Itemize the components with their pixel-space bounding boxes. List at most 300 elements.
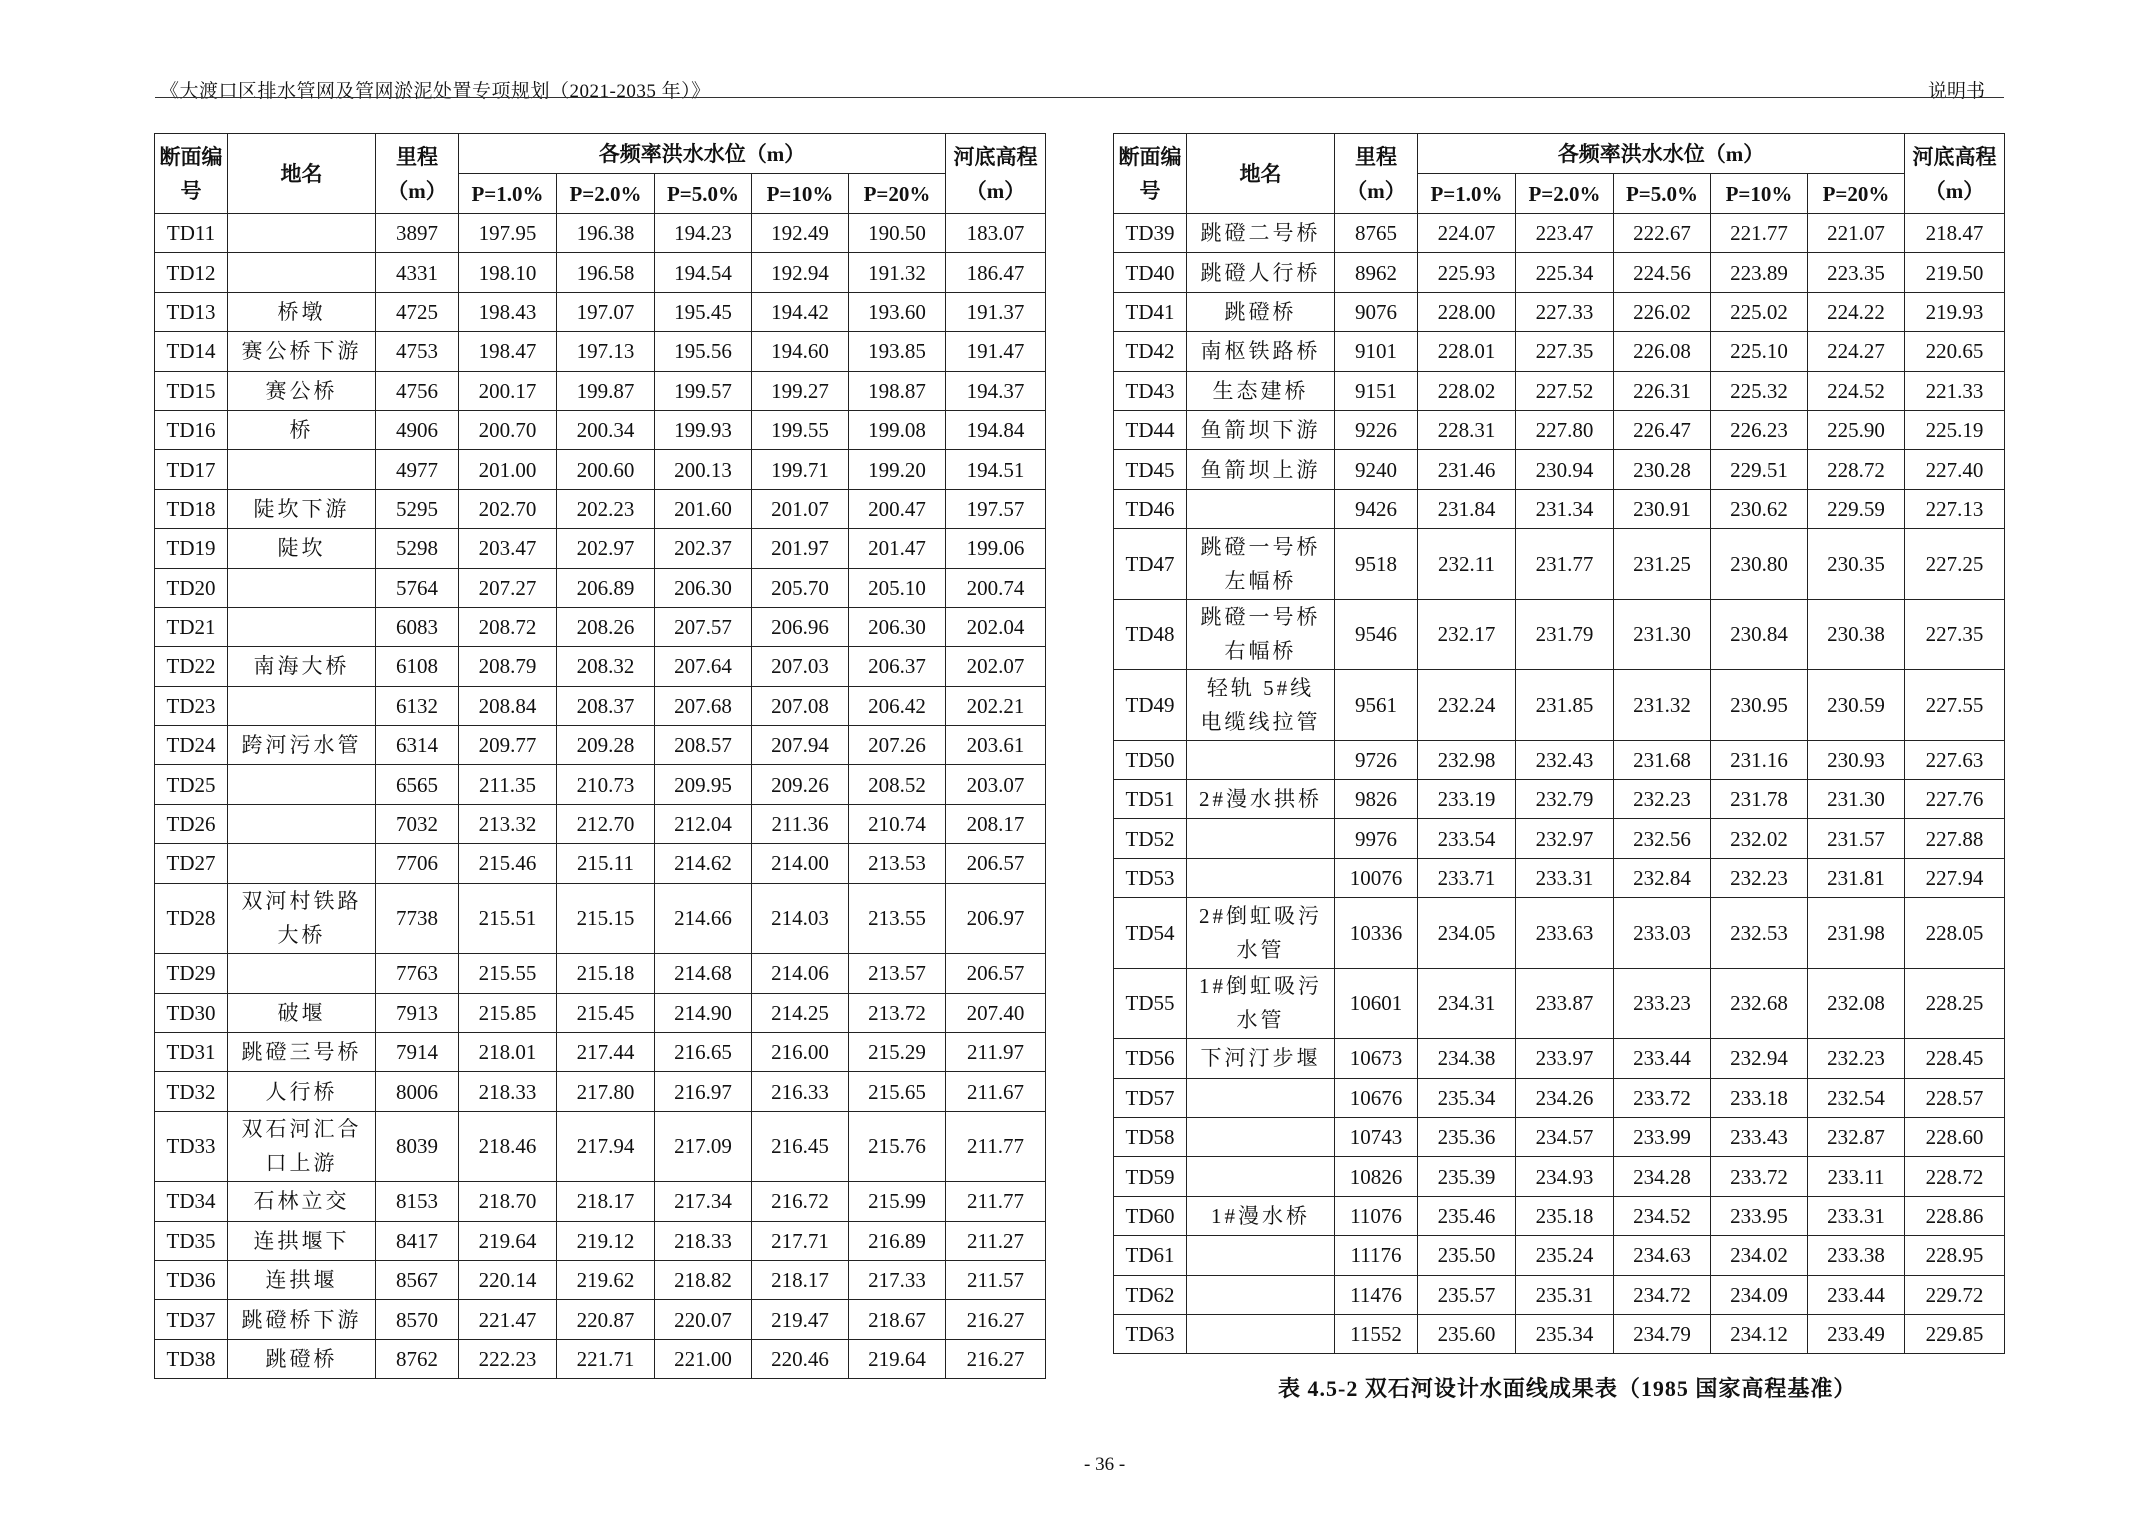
cell-level-p1: 218.70	[459, 1182, 557, 1221]
cell-river-bed: 207.40	[946, 993, 1046, 1032]
cell-section-no: TD58	[1114, 1117, 1187, 1156]
cell-mileage: 11476	[1335, 1275, 1418, 1314]
cell-level-p20: 198.87	[849, 371, 946, 410]
cell-mileage: 8567	[376, 1260, 459, 1299]
cell-river-bed: 227.40	[1905, 450, 2005, 489]
cell-level-p1: 208.84	[459, 686, 557, 725]
cell-mileage: 4906	[376, 410, 459, 449]
cell-place-name: 跳磴三号桥	[228, 1032, 376, 1071]
cell-mileage: 8765	[1335, 214, 1418, 253]
header-place: 地名	[228, 134, 376, 214]
cell-section-no: TD59	[1114, 1157, 1187, 1196]
cell-level-p20: 206.30	[849, 607, 946, 646]
table-row	[1114, 450, 2005, 489]
table-row	[155, 410, 1046, 449]
table-body-left	[155, 214, 1046, 1379]
cell-level-p20: 217.33	[849, 1260, 946, 1299]
header-mileage: 里程（m）	[376, 134, 459, 214]
cell-river-bed: 206.97	[946, 883, 1046, 954]
cell-level-p5: 234.52	[1614, 1196, 1711, 1235]
cell-section-no: TD23	[155, 686, 228, 725]
cell-river-bed: 203.61	[946, 726, 1046, 765]
header-river-bed: 河底高程（m）	[946, 134, 1046, 214]
cell-river-bed: 194.51	[946, 450, 1046, 489]
cell-level-p20: 223.35	[1808, 253, 1905, 292]
cell-section-no: TD19	[155, 529, 228, 568]
cell-river-bed: 221.33	[1905, 371, 2005, 410]
cell-place-name	[228, 450, 376, 489]
flood-level-table-right	[1113, 133, 2005, 1354]
cell-river-bed: 191.47	[946, 332, 1046, 371]
cell-place-name: 1#倒虹吸污水管	[1187, 968, 1335, 1039]
cell-mileage: 8006	[376, 1072, 459, 1111]
cell-river-bed: 228.86	[1905, 1196, 2005, 1235]
cell-mileage: 8962	[1335, 253, 1418, 292]
cell-river-bed: 211.77	[946, 1182, 1046, 1221]
cell-level-p10: 216.45	[752, 1111, 849, 1182]
cell-level-p10: 217.71	[752, 1221, 849, 1260]
cell-river-bed: 227.25	[1905, 529, 2005, 600]
header-p10: P=10%	[752, 174, 849, 214]
cell-section-no: TD37	[155, 1300, 228, 1339]
cell-level-p1: 231.46	[1418, 450, 1516, 489]
table-header	[155, 134, 1046, 214]
cell-section-no: TD18	[155, 489, 228, 528]
cell-level-p2: 233.87	[1516, 968, 1614, 1039]
cell-section-no: TD22	[155, 647, 228, 686]
cell-place-name: 人行桥	[228, 1072, 376, 1111]
cell-level-p5: 221.00	[655, 1339, 752, 1378]
cell-place-name: 跳磴桥	[228, 1339, 376, 1378]
cell-level-p10: 232.02	[1711, 819, 1808, 858]
cell-river-bed: 211.97	[946, 1032, 1046, 1071]
cell-level-p10: 201.97	[752, 529, 849, 568]
table-row	[155, 1032, 1046, 1071]
cell-level-p1: 220.14	[459, 1260, 557, 1299]
cell-section-no: TD36	[155, 1260, 228, 1299]
cell-place-name	[228, 568, 376, 607]
cell-level-p1: 232.17	[1418, 599, 1516, 670]
cell-level-p2: 200.60	[557, 450, 655, 489]
cell-mileage: 8570	[376, 1300, 459, 1339]
cell-river-bed: 228.45	[1905, 1039, 2005, 1078]
cell-level-p10: 214.25	[752, 993, 849, 1032]
table-row	[1114, 740, 2005, 779]
cell-level-p1: 235.46	[1418, 1196, 1516, 1235]
cell-mileage: 7032	[376, 804, 459, 843]
cell-level-p1: 232.11	[1418, 529, 1516, 600]
cell-section-no: TD43	[1114, 371, 1187, 410]
table-row	[155, 1182, 1046, 1221]
cell-mileage: 4725	[376, 292, 459, 331]
cell-level-p1: 211.35	[459, 765, 557, 804]
cell-level-p2: 234.57	[1516, 1117, 1614, 1156]
cell-mileage: 9726	[1335, 740, 1418, 779]
cell-level-p5: 207.57	[655, 607, 752, 646]
cell-level-p5: 217.34	[655, 1182, 752, 1221]
cell-section-no: TD12	[155, 253, 228, 292]
cell-river-bed: 211.77	[946, 1111, 1046, 1182]
cell-level-p1: 222.23	[459, 1339, 557, 1378]
cell-level-p20: 199.20	[849, 450, 946, 489]
cell-level-p20: 200.47	[849, 489, 946, 528]
cell-river-bed: 227.63	[1905, 740, 2005, 779]
header-p1: P=1.0%	[1418, 174, 1516, 214]
table-header	[1114, 134, 2005, 214]
header-river-bed: 河底高程（m）	[1905, 134, 2005, 214]
cell-mileage: 10673	[1335, 1039, 1418, 1078]
cell-section-no: TD26	[155, 804, 228, 843]
cell-level-p20: 210.74	[849, 804, 946, 843]
table-row	[1114, 858, 2005, 897]
cell-mileage: 5295	[376, 489, 459, 528]
cell-level-p20: 230.93	[1808, 740, 1905, 779]
cell-river-bed: 186.47	[946, 253, 1046, 292]
cell-level-p10: 214.00	[752, 844, 849, 883]
cell-section-no: TD52	[1114, 819, 1187, 858]
cell-level-p5: 207.68	[655, 686, 752, 725]
table-row	[155, 292, 1046, 331]
cell-river-bed: 211.67	[946, 1072, 1046, 1111]
table-row	[155, 371, 1046, 410]
cell-level-p5: 230.28	[1614, 450, 1711, 489]
cell-level-p5: 207.64	[655, 647, 752, 686]
cell-level-p20: 221.07	[1808, 214, 1905, 253]
header-p10: P=10%	[1711, 174, 1808, 214]
cell-place-name: 轻轨 5#线电缆线拉管	[1187, 670, 1335, 741]
cell-level-p5: 208.57	[655, 726, 752, 765]
cell-level-p1: 202.70	[459, 489, 557, 528]
cell-river-bed: 216.27	[946, 1339, 1046, 1378]
cell-place-name	[1187, 1078, 1335, 1117]
cell-level-p20: 206.37	[849, 647, 946, 686]
cell-river-bed: 228.72	[1905, 1157, 2005, 1196]
cell-section-no: TD14	[155, 332, 228, 371]
cell-place-name: 跳磴桥	[1187, 292, 1335, 331]
cell-place-name: 陡坎下游	[228, 489, 376, 528]
cell-place-name: 南海大桥	[228, 647, 376, 686]
cell-level-p1: 201.00	[459, 450, 557, 489]
cell-place-name	[228, 253, 376, 292]
cell-level-p10: 230.84	[1711, 599, 1808, 670]
cell-section-no: TD48	[1114, 599, 1187, 670]
cell-level-p2: 233.97	[1516, 1039, 1614, 1078]
cell-level-p20: 193.85	[849, 332, 946, 371]
cell-section-no: TD57	[1114, 1078, 1187, 1117]
cell-level-p10: 223.89	[1711, 253, 1808, 292]
cell-river-bed: 200.74	[946, 568, 1046, 607]
table-row	[155, 529, 1046, 568]
cell-level-p2: 215.18	[557, 954, 655, 993]
cell-mileage: 9426	[1335, 489, 1418, 528]
table-row	[1114, 253, 2005, 292]
cell-section-no: TD51	[1114, 780, 1187, 819]
cell-section-no: TD42	[1114, 332, 1187, 371]
table-row	[155, 1072, 1046, 1111]
cell-level-p20: 233.44	[1808, 1275, 1905, 1314]
table-row	[155, 1260, 1046, 1299]
cell-section-no: TD28	[155, 883, 228, 954]
header-section-no: 断面编号	[1114, 134, 1187, 214]
cell-level-p10: 234.09	[1711, 1275, 1808, 1314]
flood-level-table-left	[154, 133, 1046, 1379]
cell-level-p2: 215.11	[557, 844, 655, 883]
cell-level-p5: 226.47	[1614, 410, 1711, 449]
cell-level-p2: 231.85	[1516, 670, 1614, 741]
cell-level-p2: 208.37	[557, 686, 655, 725]
table-row	[155, 844, 1046, 883]
cell-place-name: 破堰	[228, 993, 376, 1032]
cell-place-name	[1187, 740, 1335, 779]
cell-place-name: 双河村铁路大桥	[228, 883, 376, 954]
cell-river-bed: 229.85	[1905, 1314, 2005, 1353]
cell-section-no: TD53	[1114, 858, 1187, 897]
cell-level-p20: 190.50	[849, 214, 946, 253]
cell-section-no: TD41	[1114, 292, 1187, 331]
cell-section-no: TD49	[1114, 670, 1187, 741]
cell-mileage: 6108	[376, 647, 459, 686]
cell-level-p2: 234.93	[1516, 1157, 1614, 1196]
header-flood-levels: 各频率洪水水位（m）	[1418, 134, 1905, 174]
cell-level-p2: 209.28	[557, 726, 655, 765]
cell-level-p1: 233.71	[1418, 858, 1516, 897]
header-mileage: 里程（m）	[1335, 134, 1418, 214]
header-p2: P=2.0%	[1516, 174, 1614, 214]
cell-level-p2: 199.87	[557, 371, 655, 410]
cell-place-name: 连拱堰	[228, 1260, 376, 1299]
table-row	[1114, 529, 2005, 600]
table-row	[155, 954, 1046, 993]
cell-place-name: 南枢铁路桥	[1187, 332, 1335, 371]
cell-place-name	[1187, 819, 1335, 858]
table-row	[1114, 292, 2005, 331]
cell-river-bed: 225.19	[1905, 410, 2005, 449]
cell-river-bed: 211.57	[946, 1260, 1046, 1299]
cell-mileage: 8762	[376, 1339, 459, 1378]
header-flood-levels: 各频率洪水水位（m）	[459, 134, 946, 174]
cell-place-name: 赛公桥下游	[228, 332, 376, 371]
cell-river-bed: 211.27	[946, 1221, 1046, 1260]
cell-level-p20: 229.59	[1808, 489, 1905, 528]
cell-level-p5: 217.09	[655, 1111, 752, 1182]
cell-place-name	[228, 844, 376, 883]
cell-level-p5: 231.30	[1614, 599, 1711, 670]
cell-level-p2: 234.26	[1516, 1078, 1614, 1117]
cell-level-p1: 197.95	[459, 214, 557, 253]
cell-section-no: TD15	[155, 371, 228, 410]
cell-level-p5: 201.60	[655, 489, 752, 528]
cell-level-p5: 231.25	[1614, 529, 1711, 600]
cell-place-name	[1187, 489, 1335, 528]
cell-level-p5: 194.54	[655, 253, 752, 292]
cell-level-p10: 226.23	[1711, 410, 1808, 449]
cell-place-name: 2#漫水拱桥	[1187, 780, 1335, 819]
cell-level-p2: 233.31	[1516, 858, 1614, 897]
cell-mileage: 10076	[1335, 858, 1418, 897]
cell-mileage: 5764	[376, 568, 459, 607]
cell-place-name: 连拱堰下	[228, 1221, 376, 1260]
cell-level-p2: 197.07	[557, 292, 655, 331]
cell-level-p1: 228.31	[1418, 410, 1516, 449]
cell-river-bed: 227.13	[1905, 489, 2005, 528]
cell-level-p1: 234.05	[1418, 898, 1516, 969]
cell-level-p20: 199.08	[849, 410, 946, 449]
cell-level-p1: 235.36	[1418, 1117, 1516, 1156]
cell-mileage: 7738	[376, 883, 459, 954]
cell-place-name: 跳磴二号桥	[1187, 214, 1335, 253]
cell-mileage: 4331	[376, 253, 459, 292]
cell-level-p20: 228.72	[1808, 450, 1905, 489]
cell-river-bed: 228.95	[1905, 1236, 2005, 1275]
cell-mileage: 9101	[1335, 332, 1418, 371]
table-row	[1114, 214, 2005, 253]
cell-river-bed: 219.50	[1905, 253, 2005, 292]
cell-level-p2: 217.94	[557, 1111, 655, 1182]
document-type-label: 说明书	[1928, 81, 1986, 102]
cell-level-p20: 201.47	[849, 529, 946, 568]
cell-level-p10: 231.16	[1711, 740, 1808, 779]
cell-level-p5: 234.28	[1614, 1157, 1711, 1196]
header-p5: P=5.0%	[1614, 174, 1711, 214]
cell-level-p20: 233.49	[1808, 1314, 1905, 1353]
cell-level-p20: 233.38	[1808, 1236, 1905, 1275]
cell-mileage: 9076	[1335, 292, 1418, 331]
table-body-right	[1114, 214, 2005, 1354]
cell-level-p5: 214.68	[655, 954, 752, 993]
cell-section-no: TD24	[155, 726, 228, 765]
cell-level-p10: 232.23	[1711, 858, 1808, 897]
cell-level-p20: 230.59	[1808, 670, 1905, 741]
cell-level-p5: 233.72	[1614, 1078, 1711, 1117]
cell-level-p2: 219.62	[557, 1260, 655, 1299]
cell-level-p2: 235.24	[1516, 1236, 1614, 1275]
cell-place-name	[228, 954, 376, 993]
cell-level-p20: 213.55	[849, 883, 946, 954]
cell-river-bed: 227.88	[1905, 819, 2005, 858]
cell-mileage: 9226	[1335, 410, 1418, 449]
table-row	[1114, 1275, 2005, 1314]
cell-place-name	[1187, 1117, 1335, 1156]
cell-level-p1: 219.64	[459, 1221, 557, 1260]
cell-mileage: 8039	[376, 1111, 459, 1182]
cell-place-name	[228, 765, 376, 804]
cell-place-name	[228, 686, 376, 725]
cell-level-p10: 205.70	[752, 568, 849, 607]
table-row	[155, 1339, 1046, 1378]
cell-level-p10: 199.55	[752, 410, 849, 449]
table-row	[1114, 599, 2005, 670]
cell-place-name: 双石河汇合口上游	[228, 1111, 376, 1182]
cell-level-p10: 214.03	[752, 883, 849, 954]
cell-level-p20: 231.30	[1808, 780, 1905, 819]
header-p5: P=5.0%	[655, 174, 752, 214]
cell-level-p10: 233.43	[1711, 1117, 1808, 1156]
cell-level-p2: 208.26	[557, 607, 655, 646]
cell-level-p2: 196.38	[557, 214, 655, 253]
cell-section-no: TD47	[1114, 529, 1187, 600]
cell-section-no: TD35	[155, 1221, 228, 1260]
cell-level-p5: 206.30	[655, 568, 752, 607]
cell-level-p5: 226.02	[1614, 292, 1711, 331]
cell-level-p20: 224.22	[1808, 292, 1905, 331]
cell-level-p20: 232.08	[1808, 968, 1905, 1039]
cell-level-p2: 206.89	[557, 568, 655, 607]
cell-section-no: TD16	[155, 410, 228, 449]
cell-level-p5: 218.82	[655, 1260, 752, 1299]
cell-level-p2: 202.97	[557, 529, 655, 568]
cell-level-p5: 232.23	[1614, 780, 1711, 819]
cell-level-p20: 224.27	[1808, 332, 1905, 371]
cell-level-p1: 232.98	[1418, 740, 1516, 779]
cell-river-bed: 227.94	[1905, 858, 2005, 897]
cell-level-p20: 230.35	[1808, 529, 1905, 600]
cell-place-name	[1187, 1314, 1335, 1353]
cell-section-no: TD62	[1114, 1275, 1187, 1314]
cell-level-p10: 199.27	[752, 371, 849, 410]
cell-place-name: 陡坎	[228, 529, 376, 568]
header-p20: P=20%	[1808, 174, 1905, 214]
cell-level-p1: 218.01	[459, 1032, 557, 1071]
cell-mileage: 9151	[1335, 371, 1418, 410]
cell-mileage: 11076	[1335, 1196, 1418, 1235]
cell-place-name	[228, 804, 376, 843]
cell-level-p1: 215.55	[459, 954, 557, 993]
cell-section-no: TD46	[1114, 489, 1187, 528]
cell-place-name: 跨河污水管	[228, 726, 376, 765]
cell-level-p2: 223.47	[1516, 214, 1614, 253]
table-row	[1114, 780, 2005, 819]
cell-level-p10: 218.17	[752, 1260, 849, 1299]
cell-level-p2: 219.12	[557, 1221, 655, 1260]
cell-river-bed: 202.07	[946, 647, 1046, 686]
cell-section-no: TD34	[155, 1182, 228, 1221]
table-row	[1114, 1078, 2005, 1117]
cell-level-p10: 234.02	[1711, 1236, 1808, 1275]
cell-level-p10: 216.33	[752, 1072, 849, 1111]
cell-level-p2: 197.13	[557, 332, 655, 371]
cell-level-p10: 216.00	[752, 1032, 849, 1071]
cell-level-p5: 234.72	[1614, 1275, 1711, 1314]
cell-level-p20: 233.11	[1808, 1157, 1905, 1196]
cell-level-p10: 199.71	[752, 450, 849, 489]
cell-level-p10: 221.77	[1711, 214, 1808, 253]
cell-place-name: 跳磴桥下游	[228, 1300, 376, 1339]
cell-level-p5: 233.23	[1614, 968, 1711, 1039]
cell-river-bed: 202.21	[946, 686, 1046, 725]
cell-place-name	[228, 607, 376, 646]
table-row	[155, 450, 1046, 489]
cell-level-p20: 231.98	[1808, 898, 1905, 969]
cell-place-name	[1187, 858, 1335, 897]
cell-place-name	[1187, 1157, 1335, 1196]
cell-mileage: 9826	[1335, 780, 1418, 819]
cell-level-p1: 218.33	[459, 1072, 557, 1111]
cell-level-p20: 213.72	[849, 993, 946, 1032]
cell-level-p20: 225.90	[1808, 410, 1905, 449]
cell-level-p5: 200.13	[655, 450, 752, 489]
cell-level-p5: 226.31	[1614, 371, 1711, 410]
cell-river-bed: 228.05	[1905, 898, 2005, 969]
cell-place-name: 鱼箭坝上游	[1187, 450, 1335, 489]
cell-level-p1: 233.54	[1418, 819, 1516, 858]
cell-section-no: TD40	[1114, 253, 1187, 292]
cell-level-p20: 215.65	[849, 1072, 946, 1111]
cell-mileage: 9240	[1335, 450, 1418, 489]
table-row	[1114, 332, 2005, 371]
table-row	[1114, 819, 2005, 858]
cell-level-p2: 200.34	[557, 410, 655, 449]
cell-level-p10: 211.36	[752, 804, 849, 843]
